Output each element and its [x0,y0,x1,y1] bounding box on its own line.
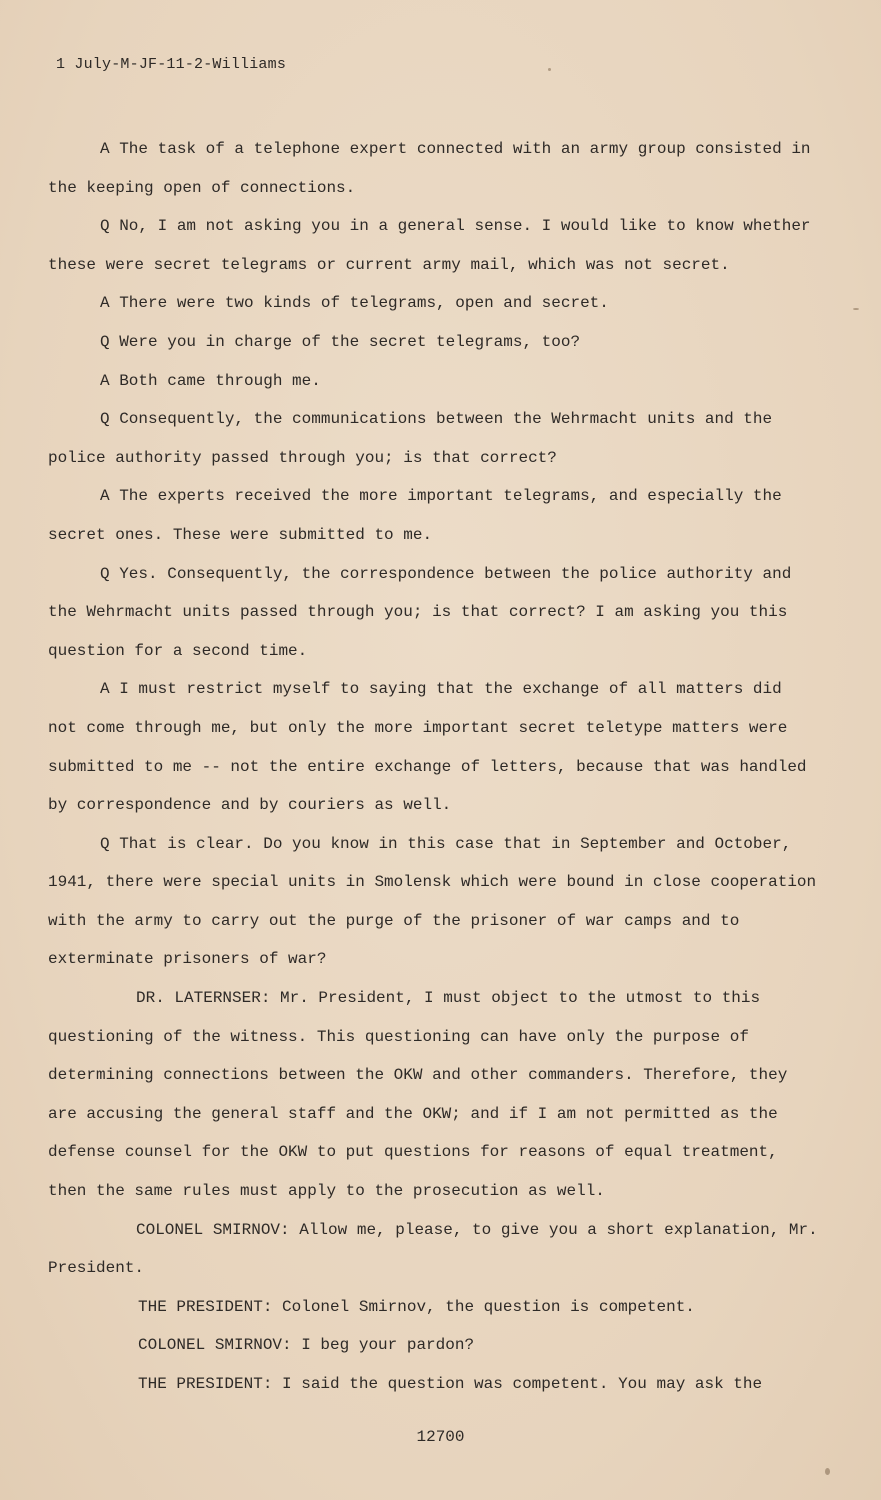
transcript-paragraph: DR. LATERNSER: Mr. President, I must object to the utmost to this questioning of the witness. This questioning can have only the purpose of determining connections between the OKW and other commanders. Therefore, they are accusing the general staff and the OKW; and if I am not permitted as the defense counsel for the OKW to put questions for reasons of equal treatment, then the same rules must apply to the prosecution as well. [48,989,788,1201]
transcript-paragraph: Q Yes. Consequently, the correspondence between the police authority and the Wehrmacht units passed through you; is that correct? I am asking you this question for a second time. [48,564,792,660]
transcript-paragraph: A The experts received the more important telegrams, and especially the secret ones. These were submitted to me. [48,487,782,544]
transcript-paragraph: A The task of a telephone expert connected with an army group consisted in the keeping open of connections. [48,140,811,197]
paper-speck [853,308,859,310]
transcript-paragraph: Q No, I am not asking you in a general sense. I would like to know whether these were secret telegrams or current army mail, which was not secret. [48,217,811,274]
transcript-paragraph: A I must restrict myself to saying that the exchange of all matters did not come through me, but only the more important secret teletype matters were submitted to me -- not the entire exchange of letters, because that was handled by correspondence and by couriers as well. [48,680,807,815]
transcript-paragraph: COLONEL SMIRNOV: Allow me, please, to give you a short explanation, Mr. President. [48,1220,818,1278]
paper-speck [825,1468,830,1475]
transcript-paragraph: COLONEL SMIRNOV: I beg your pardon? [138,1336,475,1355]
transcript-body [48,130,818,1404]
transcript-paragraph: Q Were you in charge of the secret telegrams, too? [100,332,581,351]
document-header: 1 July-M-JF-11-2-Williams [56,56,287,73]
transcript-paragraph: Q Consequently, the communications between the Wehrmacht units and the police authority passed through you; is that correct? [48,410,773,467]
transcript-paragraph: Q That is clear. Do you know in this case that in September and October, 1941, there were special units in Smolensk which were bound in close cooperation with the army to carry out the purge of the prisoner of war camps and to exterminate prisoners of war? [48,834,817,969]
transcript-paragraph: A Both came through me. [100,371,321,390]
paper-speck [548,68,551,71]
page-number: 12700 [416,1428,465,1446]
transcript-paragraph: THE PRESIDENT: Colonel Smirnov, the question is competent. [138,1297,695,1316]
transcript-paragraph: THE PRESIDENT: I said the question was competent. You may ask the [138,1375,763,1393]
transcript-paragraph: A There were two kinds of telegrams, open and secret. [100,294,609,313]
